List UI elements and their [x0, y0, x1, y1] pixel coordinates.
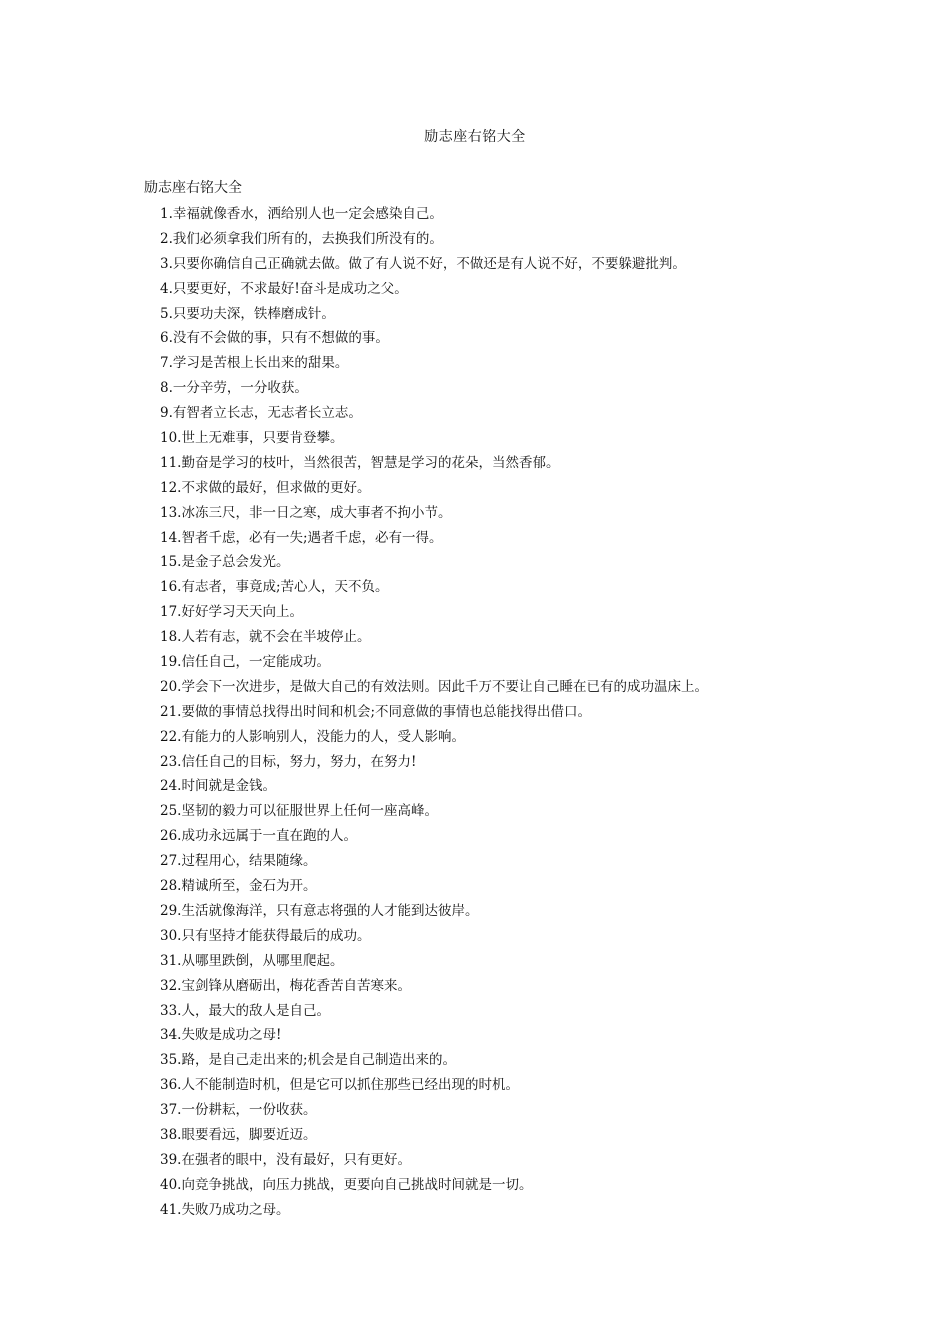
motto-item: 15.是金子总会发光。 [160, 554, 290, 571]
motto-item: 14.智者千虑，必有一失;遇者千虑，必有一得。 [160, 529, 443, 546]
section-heading: 励志座右铭大全 [144, 180, 242, 196]
motto-item: 32.宝剑锋从磨砺出，梅花香苦自苦寒来。 [160, 977, 411, 994]
motto-item: 39.在强者的眼中，没有最好，只有更好。 [160, 1151, 411, 1168]
motto-item: 31.从哪里跌倒，从哪里爬起。 [160, 952, 344, 969]
motto-item: 36.人不能制造时机，但是它可以抓住那些已经出现的时机。 [160, 1077, 519, 1094]
motto-item: 19.信任自己，一定能成功。 [160, 654, 330, 671]
motto-list [160, 202, 920, 1223]
motto-item: 37.一份耕耘，一份收获。 [160, 1102, 317, 1119]
motto-item: 20.学会下一次进步，是做大自己的有效法则。因此千万不要让自己睡在已有的成功温床上。 [160, 678, 708, 695]
motto-item: 16.有志者，事竟成;苦心人，天不负。 [160, 579, 389, 596]
motto-item: 33.人，最大的敌人是自己。 [160, 1002, 330, 1019]
motto-item: 1.幸福就像香水，洒给别人也一定会感染自己。 [160, 206, 443, 222]
motto-item: 13.冰冻三尺，非一日之寒，成大事者不拘小节。 [160, 504, 452, 521]
motto-item: 34.失败是成功之母! [160, 1027, 282, 1044]
motto-item: 24.时间就是金钱。 [160, 778, 276, 795]
motto-item: 12.不求做的最好，但求做的更好。 [160, 479, 371, 496]
motto-item: 8.一分辛劳，一分收获。 [160, 380, 308, 397]
motto-item: 3.只要你确信自己正确就去做。做了有人说不好，不做还是有人说不好，不要躲避批判。 [160, 255, 686, 272]
motto-item: 27.过程用心，结果随缘。 [160, 853, 317, 870]
motto-item: 38.眼要看远，脚要近迈。 [160, 1126, 317, 1143]
motto-item: 5.只要功夫深，铁棒磨成针。 [160, 305, 335, 322]
motto-item: 28.精诚所至，金石为开。 [160, 878, 317, 895]
motto-item: 29.生活就像海洋，只有意志将强的人才能到达彼岸。 [160, 902, 479, 919]
motto-item: 6.没有不会做的事，只有不想做的事。 [160, 330, 389, 347]
motto-item: 23.信任自己的目标，努力，努力，在努力! [160, 753, 417, 770]
motto-item: 41.失败乃成功之母。 [160, 1201, 290, 1218]
motto-item: 11.勤奋是学习的枝叶，当然很苦，智慧是学习的花朵，当然香郁。 [160, 454, 560, 471]
motto-item: 40.向竞争挑战，向压力挑战，更要向自己挑战时间就是一切。 [160, 1176, 533, 1193]
motto-item: 7.学习是苦根上长出来的甜果。 [160, 355, 349, 372]
motto-item: 10.世上无难事，只要肯登攀。 [160, 430, 344, 447]
motto-item: 26.成功永远属于一直在跑的人。 [160, 828, 357, 845]
motto-item: 35.路，是自己走出来的;机会是自己制造出来的。 [160, 1052, 457, 1069]
motto-item: 17.好好学习天天向上。 [160, 604, 303, 621]
motto-item: 4.只要更好，不求最好!奋斗是成功之父。 [160, 280, 408, 297]
motto-item: 2.我们必须拿我们所有的，去换我们所没有的。 [160, 230, 443, 247]
motto-item: 21.要做的事情总找得出时间和机会;不同意做的事情也总能找得出借口。 [160, 703, 592, 720]
motto-item: 9.有智者立长志，无志者长立志。 [160, 405, 362, 422]
motto-item: 25.坚韧的毅力可以征服世界上任何一座高峰。 [160, 803, 438, 820]
motto-item: 30.只有坚持才能获得最后的成功。 [160, 927, 371, 944]
document-title: 励志座右铭大全 [424, 129, 526, 145]
motto-item: 18.人若有志，就不会在半坡停止。 [160, 629, 371, 646]
motto-item: 22.有能力的人影响别人，没能力的人，受人影响。 [160, 728, 465, 745]
